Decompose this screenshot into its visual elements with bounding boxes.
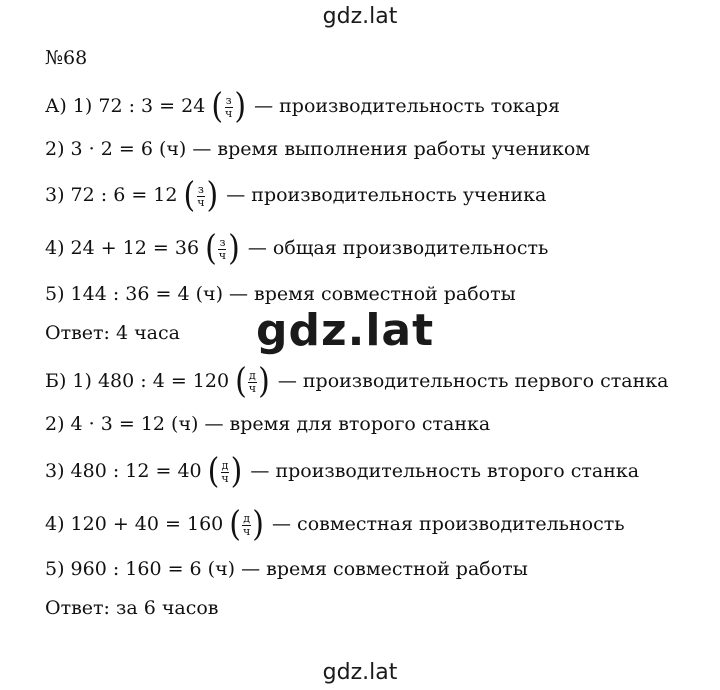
expression: 4) 24 + 12 = 36	[45, 237, 200, 259]
watermark-bottom: gdz.lat	[322, 660, 398, 685]
fraction-numerator: д	[243, 511, 250, 525]
unit-fraction: ( $\frac{з}{ч}$ )	[183, 175, 219, 216]
watermark-middle: gdz.lat	[256, 305, 435, 356]
description: — производительность токаря	[254, 95, 561, 117]
solution-line-b1	[45, 361, 669, 402]
fraction-numerator: з	[197, 182, 204, 196]
solution-line-b4	[45, 504, 625, 545]
solution-line-b3	[45, 451, 640, 492]
task-number: №68	[45, 47, 88, 69]
unit-fraction: ( $\frac{д}{ч}$ )	[207, 451, 243, 492]
answer-b: Ответ: за 6 часов	[45, 597, 219, 619]
expression: 4) 120 + 40 = 160	[45, 513, 224, 535]
fraction-denominator: ч	[218, 248, 227, 262]
description: — производительность первого станка	[277, 370, 669, 392]
fraction-numerator: з	[219, 235, 226, 249]
solution-line-a2: 2) 3 · 2 = 6 (ч) — время выполнения работы учеником	[45, 138, 591, 160]
fraction-denominator: ч	[225, 106, 233, 120]
description: — производительность ученика	[226, 184, 547, 206]
expression: А) 1) 72 : 3 = 24	[45, 95, 206, 117]
fraction-numerator: з	[225, 93, 232, 107]
expression: Б) 1) 480 : 4 = 120	[45, 370, 230, 392]
solution-line-a3	[45, 175, 547, 216]
fraction-denominator: ч	[197, 195, 205, 209]
unit-fraction: ( $\frac{з}{ч}$ )	[211, 86, 247, 127]
expression: 3) 480 : 12 = 40	[45, 460, 202, 482]
solution-line-a5: 5) 144 : 36 = 4 (ч) — время совместной работы	[45, 283, 516, 305]
solution-line-b2: 2) 4 · 3 = 12 (ч) — время для второго станка	[45, 413, 491, 435]
unit-fraction: ( $\frac{д}{ч}$ )	[229, 504, 264, 545]
fraction-denominator: ч	[242, 524, 251, 538]
fraction-denominator: ч	[248, 381, 257, 395]
watermark-top: gdz.lat	[322, 4, 398, 29]
fraction-denominator: ч	[221, 471, 229, 485]
fraction-numerator: д	[221, 458, 229, 472]
fraction-numerator: д	[249, 368, 256, 382]
unit-fraction: ( $\frac{з}{ч}$ )	[205, 228, 240, 269]
expression: 3) 72 : 6 = 12	[45, 184, 178, 206]
description: — совместная производительность	[272, 513, 625, 535]
unit-fraction: ( $\frac{д}{ч}$ )	[235, 361, 270, 402]
description: — общая производительность	[247, 237, 549, 259]
solution-line-a1	[45, 86, 561, 127]
description: — производительность второго станка	[250, 460, 640, 482]
solution-line-a4	[45, 228, 549, 269]
answer-a: Ответ: 4 часа	[45, 322, 180, 344]
solution-line-b5: 5) 960 : 160 = 6 (ч) — время совместной работы	[45, 558, 528, 580]
